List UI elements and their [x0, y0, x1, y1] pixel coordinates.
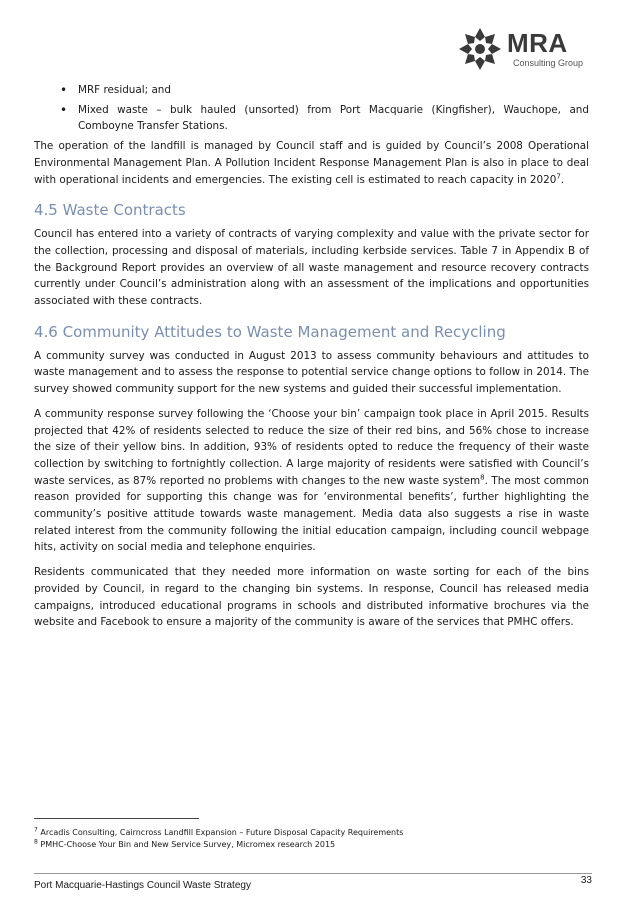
- logo-subtitle: Consulting Group: [513, 58, 584, 68]
- paragraph: Council has entered into a variety of contracts of varying complexity and value with the private sector for the collection, processing and disposal of materials, including kerbside services. Table 7 in Appendix B of the Background Report provides an overview of all waste management and resource recovery contracts currently under Council’s administration along with an assessment of the implications and opportunities associated with these contracts.: [34, 228, 589, 308]
- footnote: $^7$ Arcadis Consulting, Cairncross Landfill Expansion – Future Disposal Capacity Requirements: [34, 826, 404, 837]
- page-number: 33: [580, 875, 592, 886]
- list-item: • Mixed waste – bulk hauled (unsorted) from Port Macquarie (Kingfisher), Wauchope, and Comboyne Transfer Stations.: [78, 102, 589, 135]
- page-footer: [34, 873, 592, 891]
- paragraph: A community response survey following the ‘Choose your bin’ campaign took place in April 2015. Results projected that 42% of residents selected to reduce the size of their red bins, and 56% chose to increase the size of their yellow bins. In addition, 93% of residents opted to reduce the frequency of their waste collection by switching to fortnightly collection. A large majority of residents were satisfied with Council’s waste services, as 87% reported no problems with changes to the new waste system$^8$. The most common reason provided for supporting this change was for ‘environmental benefits’, further highlighting the community’s positive attitude towards waste management. Media data also suggests a rise in waste related interest from the community following the initial education campaign, including council webpage hits, activity on social media and telephone enquiries.: [34, 407, 589, 554]
- list-item: • MRF residual; and: [78, 82, 589, 99]
- paragraph: A community survey was conducted in August 2013 to assess community behaviours and attitudes to waste management and to assess the response to potential service change options to follow in 2014. The survey showed community support for the new systems and guided their successful implementation.: [34, 349, 589, 396]
- bullet-list: [34, 82, 589, 135]
- document-body: [34, 82, 589, 639]
- company-logo: [455, 24, 595, 74]
- logo-name: MRA: [507, 28, 568, 58]
- section-heading-4-5: 4.5 Waste Contracts: [34, 201, 186, 220]
- footnote-divider: [34, 818, 199, 819]
- footnote-ref[interactable]: 8: [480, 473, 485, 482]
- intro-paragraph: The operation of the landfill is managed by Council staff and is guided by Council’s 2008 Operational Environmental Management Plan. A Pollution Incident Response Management Plan is also in place to deal with operational incidents and emergencies. The existing cell is estimated to reach capacity in 2020$^7$.: [34, 140, 589, 186]
- footer-title: Port Macquarie-Hastings Council Waste Strategy: [34, 880, 251, 891]
- mra-logo-icon: [455, 24, 505, 74]
- footnote: $^8$ PMHC-Choose Your Bin and New Service Survey, Micromex research 2015: [34, 838, 336, 849]
- section-heading-4-6: 4.6 Community Attitudes to Waste Management and Recycling: [34, 322, 506, 341]
- paragraph: Residents communicated that they needed more information on waste sorting for each of the bins provided by Council, in regard to the changing bin systems. In response, Council has released media campaigns, introduced educational programs in schools and distributed informative brochures via the website and Facebook to ensure a majority of the community is aware of the services that PMHC offers.: [34, 566, 589, 629]
- footnotes: [34, 818, 589, 851]
- footnote-ref[interactable]: 7: [556, 172, 561, 181]
